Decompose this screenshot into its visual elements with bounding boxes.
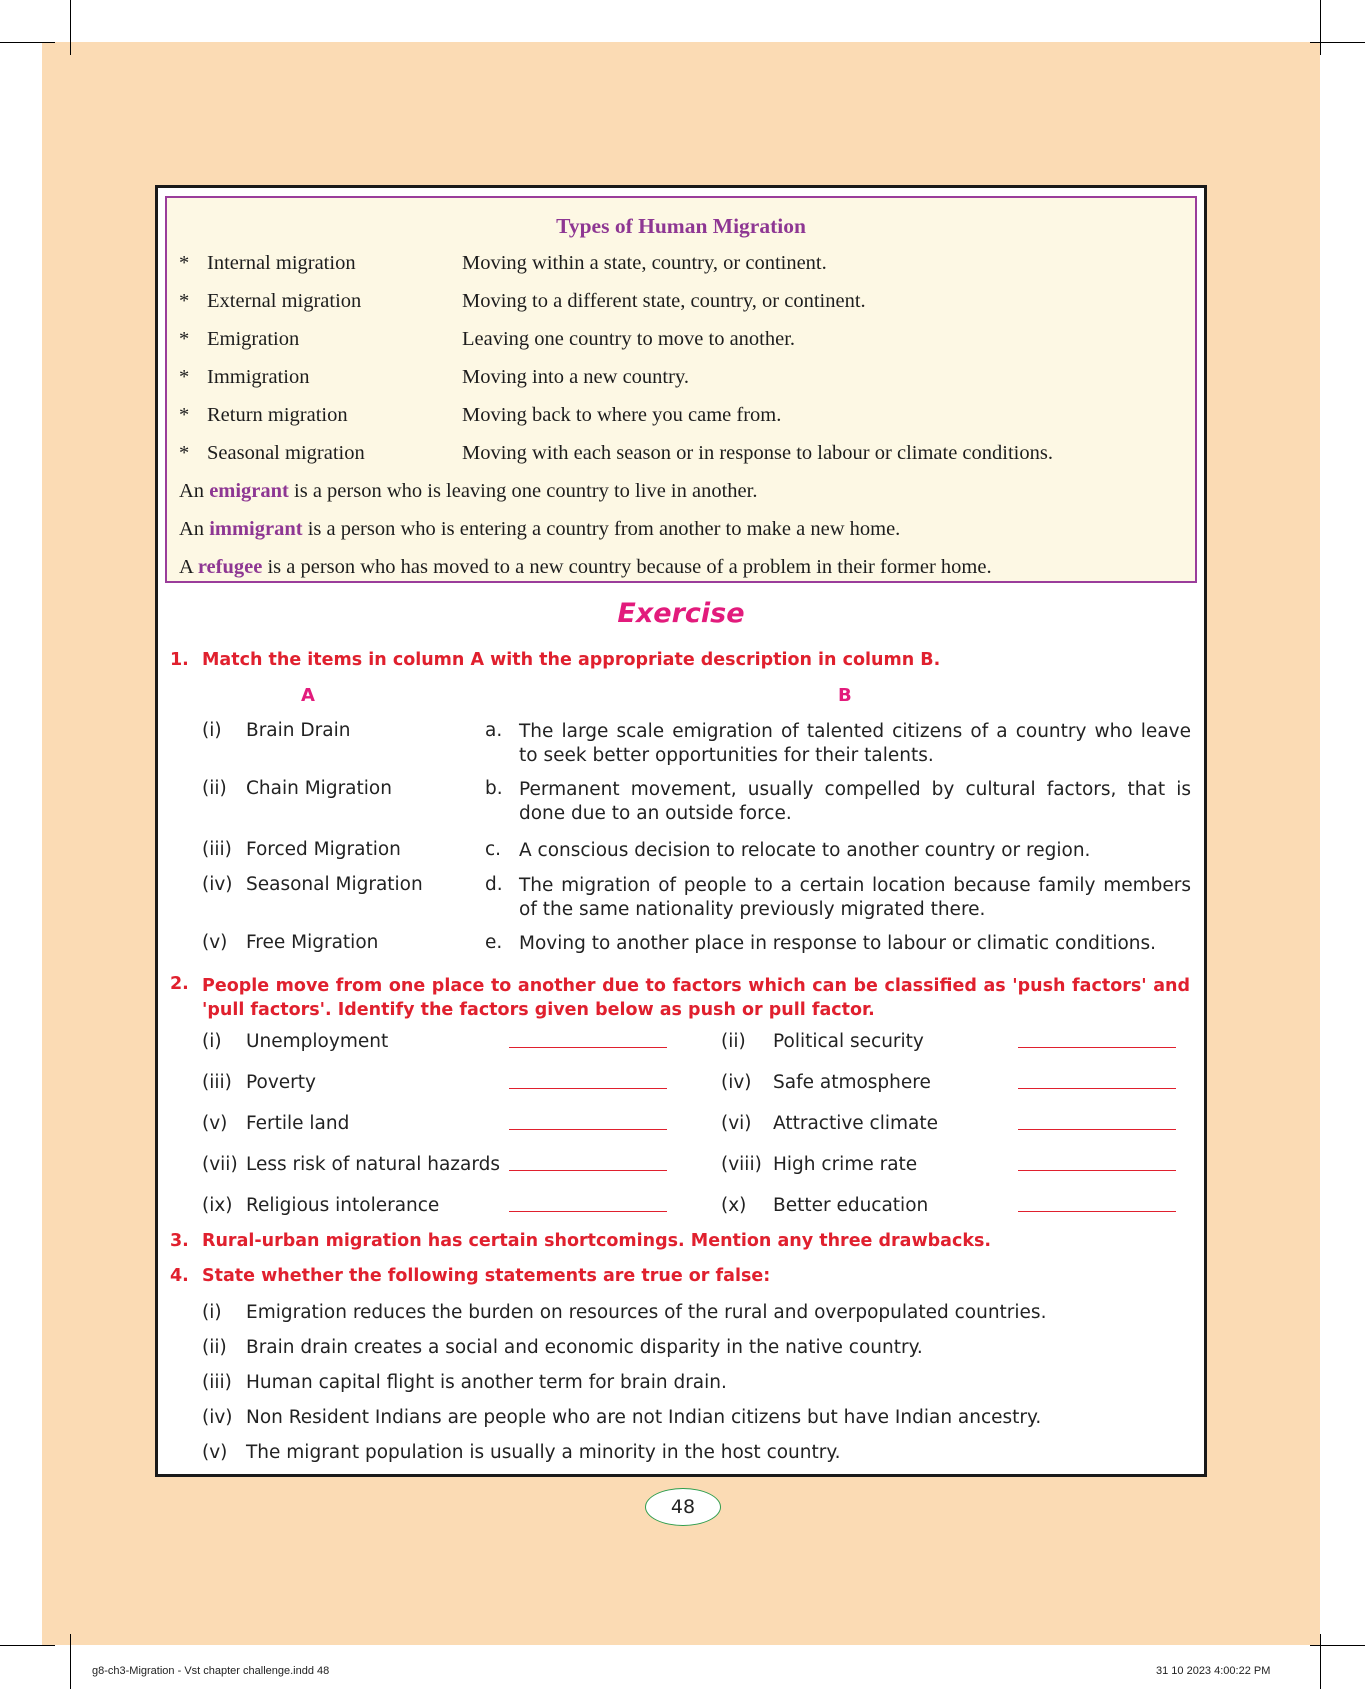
column-b-desc: The migration of people to a certain location because family members of the same nationality previously migrated there.: [519, 875, 1191, 920]
answer-blank[interactable]: [509, 1088, 667, 1089]
crop-mark: [1320, 1634, 1321, 1689]
question-number: 3.: [170, 1231, 189, 1251]
column-a-header: A: [301, 685, 315, 706]
item-text: Poverty: [246, 1072, 316, 1093]
crop-mark: [70, 1634, 71, 1689]
column-b-desc: Permanent movement, usually compelled by cultural factors, that is done due to an outside force.: [519, 779, 1191, 824]
answer-blank[interactable]: [1018, 1129, 1176, 1130]
item-text: Fertile land: [246, 1113, 350, 1134]
statement-number: (iii): [202, 1372, 232, 1393]
statement-text: Emigration reduces the burden on resources of the rural and overpopulated countries.: [246, 1302, 1047, 1323]
migration-type-term: Emigration: [207, 328, 300, 350]
question-text: Match the items in column A with the appropriate description in column B.: [202, 650, 941, 670]
row-number: (i): [202, 720, 222, 741]
bullet-star: *: [179, 366, 190, 388]
definition-emigrant: [179, 480, 757, 503]
crop-mark: [1310, 1645, 1365, 1646]
column-b-letter: b.: [485, 778, 503, 799]
row-number: (iii): [202, 839, 232, 860]
column-b-letter: a.: [485, 720, 503, 741]
statement-text: Human capital flight is another term for brain drain.: [246, 1372, 727, 1393]
definition-term: refugee: [197, 556, 263, 578]
definition-text: is a person who is leaving one country to live in another.: [288, 480, 758, 502]
column-b-desc: Moving to another place in response to labour or climatic conditions.: [519, 933, 1157, 954]
migration-type-desc: Moving with each season or in response to labour or climate conditions.: [462, 442, 1053, 464]
migration-type-desc: Moving back to where you came from.: [462, 404, 782, 426]
definition-term: immigrant: [209, 518, 303, 540]
definition-pre: An: [179, 480, 210, 502]
column-b-desc: A conscious decision to relocate to another country or region.: [519, 840, 1091, 861]
migration-type-desc: Leaving one country to move to another.: [462, 328, 796, 350]
migration-type-term: Immigration: [207, 366, 310, 388]
item-text: Unemployment: [246, 1031, 389, 1052]
crop-mark: [0, 1645, 55, 1646]
answer-blank[interactable]: [509, 1129, 667, 1130]
bullet-star: *: [179, 404, 190, 426]
definition-refugee: [179, 556, 992, 579]
question-number: 1.: [170, 650, 189, 670]
answer-blank[interactable]: [509, 1170, 667, 1171]
item-text: Political security: [773, 1031, 924, 1052]
column-b-header: B: [838, 685, 852, 706]
item-number: (iii): [202, 1072, 232, 1093]
statement-text: Brain drain creates a social and economic disparity in the native country.: [246, 1337, 923, 1358]
row-number: (v): [202, 932, 228, 953]
item-number: (iv): [721, 1072, 752, 1093]
column-a-item: Chain Migration: [246, 778, 392, 799]
answer-blank[interactable]: [1018, 1211, 1176, 1212]
crop-mark: [1310, 42, 1365, 43]
question-number: 2.: [170, 974, 189, 994]
column-a-item: Free Migration: [246, 932, 379, 953]
migration-type-term: External migration: [207, 290, 362, 312]
crop-mark: [70, 0, 71, 55]
item-text: Less risk of natural hazards: [246, 1154, 500, 1175]
exercise-title: Exercise: [617, 598, 745, 629]
item-number: (i): [202, 1031, 222, 1052]
question-text: People move from one place to another due to factors which can be classified as 'push factors' and 'pull factors'. Identify the factors given below as push or pull factor.: [202, 976, 1190, 1020]
item-number: (vii): [202, 1154, 238, 1175]
column-b-letter: e.: [485, 932, 503, 953]
types-box-title: Types of Human Migration: [556, 214, 806, 238]
column-b-letter: d.: [485, 874, 503, 895]
statement-number: (v): [202, 1442, 228, 1463]
definition-text: is a person who is entering a country from another to make a new home.: [302, 518, 901, 540]
definition-immigrant: [179, 518, 900, 541]
item-number: (ii): [721, 1031, 746, 1052]
item-number: (x): [721, 1195, 747, 1216]
item-number: (viii): [721, 1154, 762, 1175]
content-panel: [155, 185, 1207, 1477]
bullet-star: *: [179, 328, 190, 350]
item-text: Attractive climate: [773, 1113, 939, 1134]
answer-blank[interactable]: [509, 1211, 667, 1212]
column-b-desc: The large scale emigration of talented citizens of a country who leave to seek better opportunities for their talents.: [519, 721, 1191, 766]
item-number: (ix): [202, 1195, 233, 1216]
footer-timestamp: 31 10 2023 4:00:22 PM: [1156, 1665, 1271, 1677]
item-number: (vi): [721, 1113, 752, 1134]
statement-text: The migrant population is usually a minority in the host country.: [246, 1442, 841, 1463]
migration-type-desc: Moving to a different state, country, or continent.: [462, 290, 866, 312]
question-number: 4.: [170, 1266, 189, 1286]
definition-text: is a person who has moved to a new country because of a problem in their former home.: [262, 556, 992, 578]
crop-mark: [0, 42, 55, 43]
migration-type-term: Internal migration: [207, 252, 356, 274]
question-text: State whether the following statements are true or false:: [202, 1266, 771, 1286]
answer-blank[interactable]: [1018, 1088, 1176, 1089]
item-text: Better education: [773, 1195, 929, 1216]
statement-number: (iv): [202, 1407, 233, 1428]
bullet-star: *: [179, 442, 190, 464]
answer-blank[interactable]: [1018, 1170, 1176, 1171]
column-a-item: Brain Drain: [246, 720, 351, 741]
column-a-item: Forced Migration: [246, 839, 401, 860]
column-b-letter: c.: [485, 839, 502, 860]
item-text: High crime rate: [773, 1154, 918, 1175]
item-text: Religious intolerance: [246, 1195, 440, 1216]
answer-blank[interactable]: [1018, 1047, 1176, 1048]
column-a-item: Seasonal Migration: [246, 874, 423, 895]
bullet-star: *: [179, 252, 190, 274]
row-number: (iv): [202, 874, 233, 895]
item-text: Safe atmosphere: [773, 1072, 931, 1093]
question-text: Rural-urban migration has certain shortcomings. Mention any three drawbacks.: [202, 1231, 992, 1251]
definition-pre: A: [179, 556, 198, 578]
definition-term: emigrant: [209, 480, 289, 502]
migration-type-desc: Moving within a state, country, or continent.: [462, 252, 827, 274]
statement-number: (i): [202, 1302, 222, 1323]
types-of-migration-box: [165, 196, 1197, 583]
row-number: (ii): [202, 778, 227, 799]
item-number: (v): [202, 1113, 228, 1134]
migration-type-term: Return migration: [207, 404, 348, 426]
definition-pre: An: [179, 518, 210, 540]
crop-mark: [1320, 0, 1321, 55]
migration-type-desc: Moving into a new country.: [462, 366, 689, 388]
migration-type-term: Seasonal migration: [207, 442, 365, 464]
statement-number: (ii): [202, 1337, 227, 1358]
page-number: 48: [645, 1488, 721, 1526]
bullet-star: *: [179, 290, 190, 312]
statement-text: Non Resident Indians are people who are not Indian citizens but have Indian ancestry.: [246, 1407, 1042, 1428]
answer-blank[interactable]: [509, 1047, 667, 1048]
footer-filename: g8-ch3-Migration - Vst chapter challenge.indd 48: [92, 1665, 330, 1677]
